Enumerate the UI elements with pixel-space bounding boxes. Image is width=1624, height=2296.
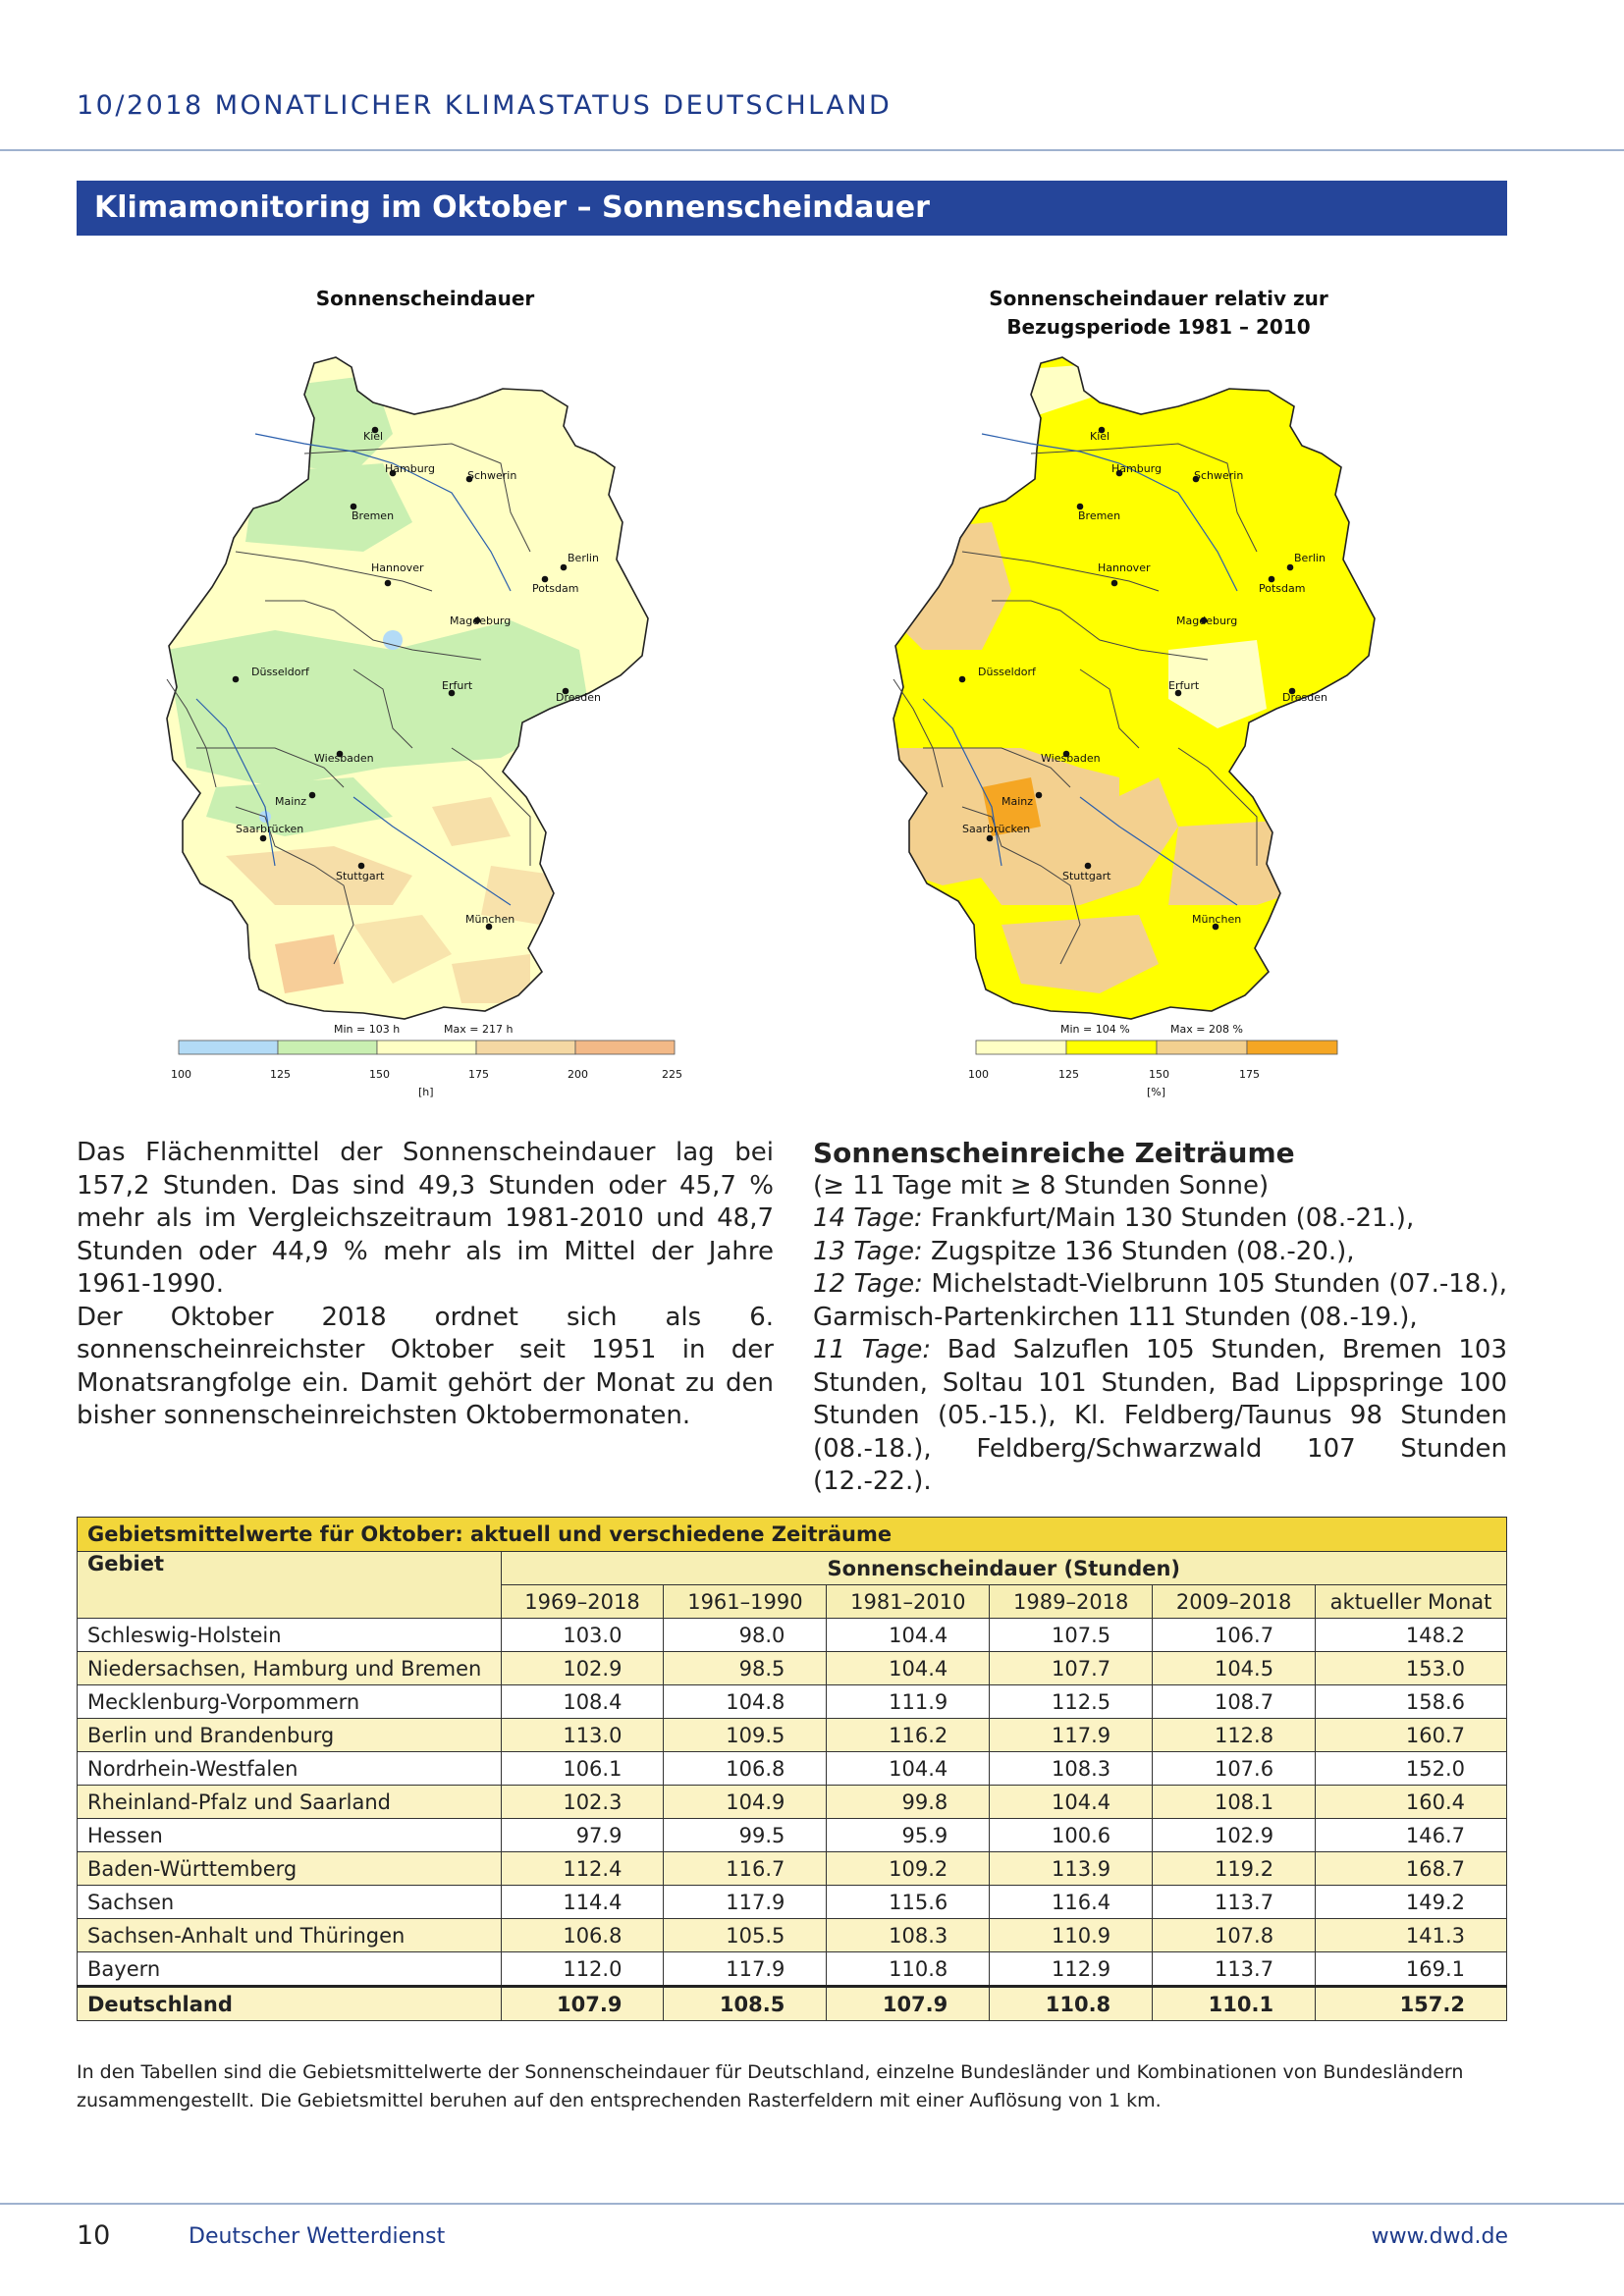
table-cell: 149.2 <box>1316 1886 1507 1919</box>
table-cell: 112.4 <box>501 1852 664 1886</box>
table-row <box>78 1652 1507 1685</box>
table-cell: 107.8 <box>1153 1919 1316 1952</box>
table-cell: 106.7 <box>1153 1619 1316 1652</box>
table-cell: 108.7 <box>1153 1685 1316 1719</box>
table-cell: 112.5 <box>990 1685 1153 1719</box>
table-cell: 104.5 <box>1153 1652 1316 1685</box>
map-left-tick-100: 100 <box>171 1068 191 1081</box>
table-cell: 113.0 <box>501 1719 664 1752</box>
table-cell: 113.7 <box>1153 1886 1316 1919</box>
table-row <box>78 1952 1507 1987</box>
table-header-period: aktueller Monat <box>1316 1585 1507 1619</box>
table-cell-region: Berlin und Brandenburg <box>78 1719 502 1752</box>
city-label-dresden: Dresden <box>1282 691 1327 704</box>
city-label-schwerin: Schwerin <box>467 469 517 482</box>
table-cell: 111.9 <box>827 1685 990 1719</box>
table-cell: 117.9 <box>990 1719 1153 1752</box>
table-cell-region: Bayern <box>78 1952 502 1987</box>
table-cell: 146.7 <box>1316 1819 1507 1852</box>
table-cell: 102.3 <box>501 1786 664 1819</box>
map-right-title-line2: Bezugsperiode 1981 – 2010 <box>1006 315 1311 339</box>
table-cell: 107.9 <box>501 1987 664 2021</box>
table-cell: 108.3 <box>990 1752 1153 1786</box>
table-cell: 106.8 <box>664 1752 827 1786</box>
city-label-hamburg: Hamburg <box>385 462 435 475</box>
table-cell: 110.9 <box>990 1919 1153 1952</box>
table-cell: 160.4 <box>1316 1786 1507 1819</box>
table-cell: 141.3 <box>1316 1919 1507 1952</box>
sunny-period-label: 11 Tage: <box>813 1335 932 1364</box>
table-cell: 109.5 <box>664 1719 827 1752</box>
sunny-period-label: 13 Tage: <box>813 1236 923 1266</box>
city-label-saarbruecken: Saarbrücken <box>236 823 304 835</box>
map-left-tick-175: 175 <box>468 1068 489 1081</box>
city-label-berlin: Berlin <box>568 552 599 564</box>
table-cell: 100.6 <box>990 1819 1153 1852</box>
table-cell: 113.7 <box>1153 1952 1316 1987</box>
table-cell: 98.0 <box>664 1619 827 1652</box>
table-cell: 99.5 <box>664 1819 827 1852</box>
table-cell: 152.0 <box>1316 1752 1507 1786</box>
section-title: Klimamonitoring im Oktober – Sonnenscheindauer <box>77 181 1507 236</box>
table-cell: 114.4 <box>501 1886 664 1919</box>
table-header-period: 1969–2018 <box>501 1585 664 1619</box>
sunny-periods-heading: Sonnenscheinreiche Zeiträume <box>813 1137 1295 1169</box>
table-cell-region: Rheinland-Pfalz und Saarland <box>78 1786 502 1819</box>
table-cell: 113.9 <box>990 1852 1153 1886</box>
map-left-min-label: Min = 103 h <box>334 1023 401 1036</box>
table-cell: 105.5 <box>664 1919 827 1952</box>
table-cell: 117.9 <box>664 1886 827 1919</box>
table-cell: 110.8 <box>827 1952 990 1987</box>
table-cell-region: Mecklenburg-Vorpommern <box>78 1685 502 1719</box>
table-cell: 98.5 <box>664 1652 827 1685</box>
table-row <box>78 1619 1507 1652</box>
table-cell: 107.5 <box>990 1619 1153 1652</box>
map-right-sunshine-relative <box>884 355 1414 1101</box>
table-cell: 169.1 <box>1316 1952 1507 1987</box>
map-right-tick-100: 100 <box>968 1068 989 1081</box>
city-label-hannover: Hannover <box>371 561 424 574</box>
table-header-region: Gebiet <box>78 1552 502 1619</box>
table-cell: 104.4 <box>827 1619 990 1652</box>
table-header-period: 1989–2018 <box>990 1585 1153 1619</box>
summary-paragraph-1: Das Flächenmittel der Sonnenscheindauer lag bei 157,2 Stunden. Das sind 49,3 Stunden oder 45,7 % mehr als im Vergleichszeitraum 1981-2010 und 48,7 Stunden oder 44,9 % mehr als im Mittel der Jahre 1961-1990. <box>77 1138 774 1299</box>
table-cell: 158.6 <box>1316 1685 1507 1719</box>
footer-divider <box>0 2203 1624 2205</box>
city-label-hannover: Hannover <box>1098 561 1151 574</box>
table-cell: 104.8 <box>664 1685 827 1719</box>
website-link[interactable]: www.dwd.de <box>1371 2224 1508 2249</box>
map-left-unit: [h] <box>418 1086 434 1098</box>
table-cell-region: Baden-Württemberg <box>78 1852 502 1886</box>
header-divider <box>0 149 1624 151</box>
table-cell: 160.7 <box>1316 1719 1507 1752</box>
city-label-wiesbaden: Wiesbaden <box>1041 752 1101 765</box>
table-footnote: In den Tabellen sind die Gebietsmittelwerte der Sonnenscheindauer für Deutschland, einzelne Bundesländer und Kombinationen von Bundesländern zusammengestellt. Die Gebietsmittel beruhen auf den entsprechenden Rasterfeldern mit einer Auflösung von 1 km. <box>77 2061 1464 2111</box>
table-header-period: 2009–2018 <box>1153 1585 1316 1619</box>
city-label-muenchen: München <box>465 913 515 926</box>
table-header-period: 1981–2010 <box>827 1585 990 1619</box>
table-cell: 107.9 <box>827 1987 990 2021</box>
map-left-max-label: Max = 217 h <box>444 1023 514 1036</box>
table-cell: 106.1 <box>501 1752 664 1786</box>
table-cell: 116.2 <box>827 1719 990 1752</box>
map-right-min-label: Min = 104 % <box>1060 1023 1130 1036</box>
summary-text <box>77 1137 774 1433</box>
table-cell: 104.9 <box>664 1786 827 1819</box>
table-cell: 117.9 <box>664 1952 827 1987</box>
map-right-max-label: Max = 208 % <box>1170 1023 1243 1036</box>
table-cell: 148.2 <box>1316 1619 1507 1652</box>
table-cell: 168.7 <box>1316 1852 1507 1886</box>
table-cell: 106.8 <box>501 1919 664 1952</box>
map-left-tick-225: 225 <box>662 1068 682 1081</box>
map-left-title: Sonnenscheindauer <box>315 287 535 310</box>
city-label-mainz: Mainz <box>1001 795 1034 808</box>
table-cell: 103.0 <box>501 1619 664 1652</box>
table-cell-region: Nordrhein-Westfalen <box>78 1752 502 1786</box>
city-label-dresden: Dresden <box>556 691 601 704</box>
table-cell: 110.1 <box>1153 1987 1316 2021</box>
table-cell: 119.2 <box>1153 1852 1316 1886</box>
table-header-period: 1961–1990 <box>664 1585 827 1619</box>
table-row <box>78 1886 1507 1919</box>
table-cell: 107.7 <box>990 1652 1153 1685</box>
city-label-schwerin: Schwerin <box>1194 469 1244 482</box>
table-cell: 112.0 <box>501 1952 664 1987</box>
city-label-stuttgart: Stuttgart <box>1062 870 1111 882</box>
map-left-tick-150: 150 <box>369 1068 390 1081</box>
map-right-color-legend <box>976 1041 1337 1054</box>
table-cell: 108.1 <box>1153 1786 1316 1819</box>
table-cell: 115.6 <box>827 1886 990 1919</box>
table-cell: 108.5 <box>664 1987 827 2021</box>
sunny-period-entry <box>813 1236 1507 1269</box>
table-cell: 116.4 <box>990 1886 1153 1919</box>
table-row-total <box>78 1987 1507 2021</box>
table-row <box>78 1852 1507 1886</box>
map-left-tick-125: 125 <box>270 1068 291 1081</box>
city-label-hamburg: Hamburg <box>1111 462 1162 475</box>
city-label-bremen: Bremen <box>352 509 395 522</box>
sunny-period-entry <box>813 1334 1507 1499</box>
city-label-mainz: Mainz <box>275 795 307 808</box>
city-label-potsdam: Potsdam <box>1259 582 1306 595</box>
table-cell-region: Niedersachsen, Hamburg und Bremen <box>78 1652 502 1685</box>
city-label-kiel: Kiel <box>1090 430 1110 443</box>
table-cell: 108.3 <box>827 1919 990 1952</box>
table-row <box>78 1919 1507 1952</box>
sunny-periods-criteria: (≥ 11 Tage mit ≥ 8 Stunden Sonne) <box>813 1170 1270 1201</box>
city-label-magdeburg: Magdeburg <box>1176 614 1238 627</box>
city-label-bremen: Bremen <box>1078 509 1121 522</box>
table-cell: 102.9 <box>1153 1819 1316 1852</box>
sunny-period-entry <box>813 1268 1507 1334</box>
table-row <box>78 1719 1507 1752</box>
sunny-period-label: 12 Tage: <box>813 1269 923 1299</box>
table-cell-region: Schleswig-Holstein <box>78 1619 502 1652</box>
city-label-duesseldorf: Düsseldorf <box>251 666 309 678</box>
table-cell: 99.8 <box>827 1786 990 1819</box>
map-left-tick-200: 200 <box>568 1068 588 1081</box>
map-right-tick-125: 125 <box>1058 1068 1079 1081</box>
city-label-potsdam: Potsdam <box>532 582 579 595</box>
table-row <box>78 1819 1507 1852</box>
table-cell-region: Deutschland <box>78 1987 502 2021</box>
sunny-periods-section <box>813 1137 1507 1499</box>
table-cell: 112.8 <box>1153 1719 1316 1752</box>
page-number: 10 <box>77 2220 111 2251</box>
table-cell: 95.9 <box>827 1819 990 1852</box>
table-cell-region: Sachsen <box>78 1886 502 1919</box>
table-cell: 116.7 <box>664 1852 827 1886</box>
table-cell: 157.2 <box>1316 1987 1507 2021</box>
table-row <box>78 1786 1507 1819</box>
table-cell-region: Sachsen-Anhalt und Thüringen <box>78 1919 502 1952</box>
sunny-period-text: Michelstadt-Vielbrunn 105 Stunden (07.-18.), Garmisch-Partenkirchen 111 Stunden (08.-19.), <box>813 1269 1507 1332</box>
table-cell: 153.0 <box>1316 1652 1507 1685</box>
sunny-period-text: Bad Salzuflen 105 Stunden, Bremen 103 Stunden, Soltau 101 Stunden, Bad Lippspringe 100 Stunden (05.-15.), Kl. Feldberg/Taunus 98 Stunden (08.-18.), Feldberg/Schwarzwald 107 Stunden (12.-22.). <box>813 1335 1507 1496</box>
table-cell: 104.4 <box>827 1652 990 1685</box>
page-header-title: 10/2018 MONATLICHER KLIMASTATUS DEUTSCHLAND <box>77 90 893 121</box>
table-cell: 108.4 <box>501 1685 664 1719</box>
table-cell: 107.6 <box>1153 1752 1316 1786</box>
table-cell: 104.4 <box>990 1786 1153 1819</box>
table-row <box>78 1685 1507 1719</box>
city-label-berlin: Berlin <box>1294 552 1326 564</box>
sunny-period-entry <box>813 1202 1507 1236</box>
map-right-tick-175: 175 <box>1239 1068 1260 1081</box>
city-label-saarbruecken: Saarbrücken <box>962 823 1031 835</box>
publisher-name: Deutscher Wetterdienst <box>189 2224 446 2249</box>
regional-means-table <box>77 1517 1507 2021</box>
table-cell: 97.9 <box>501 1819 664 1852</box>
map-right-title-line1: Sonnenscheindauer relativ zur <box>989 287 1328 310</box>
table-cell: 112.9 <box>990 1952 1153 1987</box>
map-left-sunshine-hours <box>157 355 687 1101</box>
city-label-wiesbaden: Wiesbaden <box>314 752 374 765</box>
table-row <box>78 1752 1507 1786</box>
city-label-erfurt: Erfurt <box>442 679 473 692</box>
city-label-muenchen: München <box>1192 913 1242 926</box>
table-header-sunshine: Sonnenscheindauer (Stunden) <box>501 1552 1506 1585</box>
map-right-title <box>943 285 1375 342</box>
city-label-erfurt: Erfurt <box>1168 679 1200 692</box>
map-left-color-legend <box>179 1041 675 1054</box>
city-label-kiel: Kiel <box>363 430 384 443</box>
city-label-stuttgart: Stuttgart <box>336 870 385 882</box>
sunny-period-text: Zugspitze 136 Stunden (08.-20.), <box>922 1236 1355 1266</box>
summary-paragraph-2: Der Oktober 2018 ordnet sich als 6. sonnenscheinreichster Oktober seit 1951 in der Monatsrangfolge ein. Damit gehört der Monat zu den bisher sonnenscheinreichsten Oktobermonaten. <box>77 1302 774 1430</box>
city-label-duesseldorf: Düsseldorf <box>978 666 1036 678</box>
city-label-magdeburg: Magdeburg <box>450 614 512 627</box>
table-cell: 102.9 <box>501 1652 664 1685</box>
table-cell-region: Hessen <box>78 1819 502 1852</box>
table-cell: 104.4 <box>827 1752 990 1786</box>
sunny-period-label: 14 Tage: <box>813 1203 923 1233</box>
map-right-unit: [%] <box>1147 1086 1166 1098</box>
map-right-tick-150: 150 <box>1149 1068 1169 1081</box>
table-cell: 110.8 <box>990 1987 1153 2021</box>
table-caption: Gebietsmittelwerte für Oktober: aktuell und verschiedene Zeiträume <box>78 1518 1507 1552</box>
table-cell: 109.2 <box>827 1852 990 1886</box>
sunny-period-text: Frankfurt/Main 130 Stunden (08.-21.), <box>922 1203 1415 1233</box>
